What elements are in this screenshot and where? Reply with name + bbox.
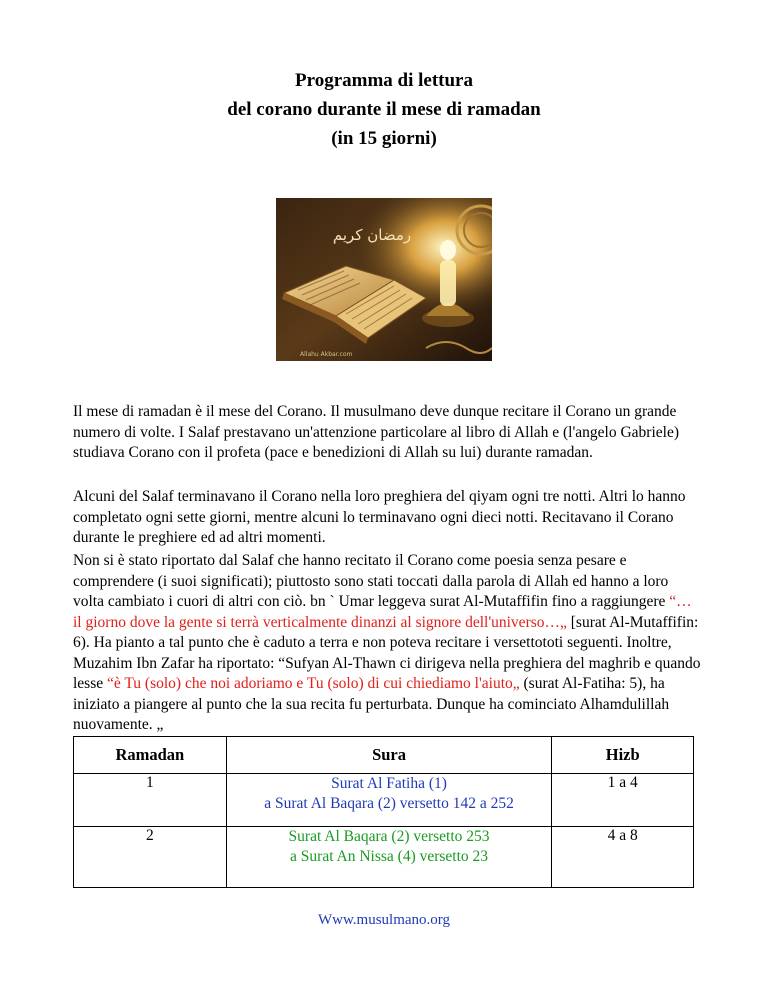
- title-line-1: Programma di lettura: [295, 70, 473, 91]
- title-line-2: del corano durante il mese di ramadan: [227, 99, 541, 120]
- cell-hizb: 4 a 8: [552, 827, 694, 888]
- paragraph-1: Il mese di ramadan è il mese del Corano. Il musulmano deve dunque recitare il Corano un grande numero di volte. I Salaf prestavano un'attenzione particolare al libro di Allah e (l'angelo Gabriele) studiava Corano con il profeta (pace e benedizioni di Allah su lui) durante ramadan.: [73, 403, 679, 461]
- sura-line-1: Surat Al Fatiha (1): [331, 775, 447, 792]
- quote-fatiha: “è Tu (solo) che noi adoriamo e Tu (solo) di cui chiediamo l'aiuto„: [107, 675, 520, 692]
- quote-mutaffifin: “… il giorno dove la gente si terrà verticalmente dinanzi al signore dell'universo…„: [73, 593, 692, 631]
- sura-line-1: Surat Al Baqara (2) versetto 253: [288, 828, 490, 845]
- header-ramadan: Ramadan: [74, 737, 227, 774]
- paragraph-3-text-c: (surat Al-Fatiha: 5), ha iniziato a piangere al punto che la sua recita fu perturbata. Dunque ha cominciato Alhamdulillah nuovamente. „: [73, 675, 670, 733]
- table-row: [74, 827, 694, 888]
- paragraph-3-text-a: Non si è stato riportato dal Salaf che hanno recitato il Corano come poesia senza pesare e comprendere (i suoi significati); piuttosto sono stati toccati dalla parola di Allah ed hanno a loro volta cambiato i cuori di altri con ciò. bn ` Umar leggeva surat Al-Mutaffifin fino a raggiungere: [73, 552, 670, 610]
- cell-day: 2: [74, 827, 227, 888]
- sura-line-2: a Surat An Nissa (4) versetto 23: [290, 848, 489, 865]
- quran-lamp-illustration: [276, 198, 492, 361]
- ramadan-quran-image: [276, 198, 492, 361]
- cell-sura: [226, 774, 552, 827]
- document-title: [0, 66, 768, 153]
- paragraph-2: Alcuni del Salaf terminavano il Corano nella loro preghiera del qiyam ogni tre notti. Altri lo hanno completato ogni sette giorni, mentre alcuni lo terminavano ogni dieci notti. Recitavano il Corano durante le preghiere ed ad altri momenti.: [73, 488, 686, 546]
- header-hizb: Hizb: [552, 737, 694, 774]
- header-sura: Sura: [226, 737, 552, 774]
- arabic-greeting: رمضان كريم: [332, 226, 412, 244]
- paragraph-3-text-b: [surat Al-Mutaffifin: 6). Ha pianto a tal punto che è caduto a terra e non poteva recitare i versettototi seguenti. Inoltre, Muzahim Ibn Zafar ha riportato: “Sufyan Al-Thawn ci dirigeva nella preghiera del maghrib e quando lesse: [73, 613, 701, 692]
- cell-hizb: 1 a 4: [552, 774, 694, 827]
- sura-line-2: a Surat Al Baqara (2) versetto 142 a 252: [264, 795, 514, 812]
- table-row: [74, 774, 694, 827]
- reading-schedule-table: [73, 736, 694, 888]
- image-credit: Allahu Akbar.com: [300, 351, 353, 358]
- cell-day: 1: [74, 774, 227, 827]
- cell-sura: [226, 827, 552, 888]
- paragraph-3: [73, 551, 703, 736]
- table-header-row: [74, 737, 694, 774]
- website-link[interactable]: Www.musulmano.org: [317, 912, 451, 928]
- title-line-3: (in 15 giorni): [331, 128, 437, 149]
